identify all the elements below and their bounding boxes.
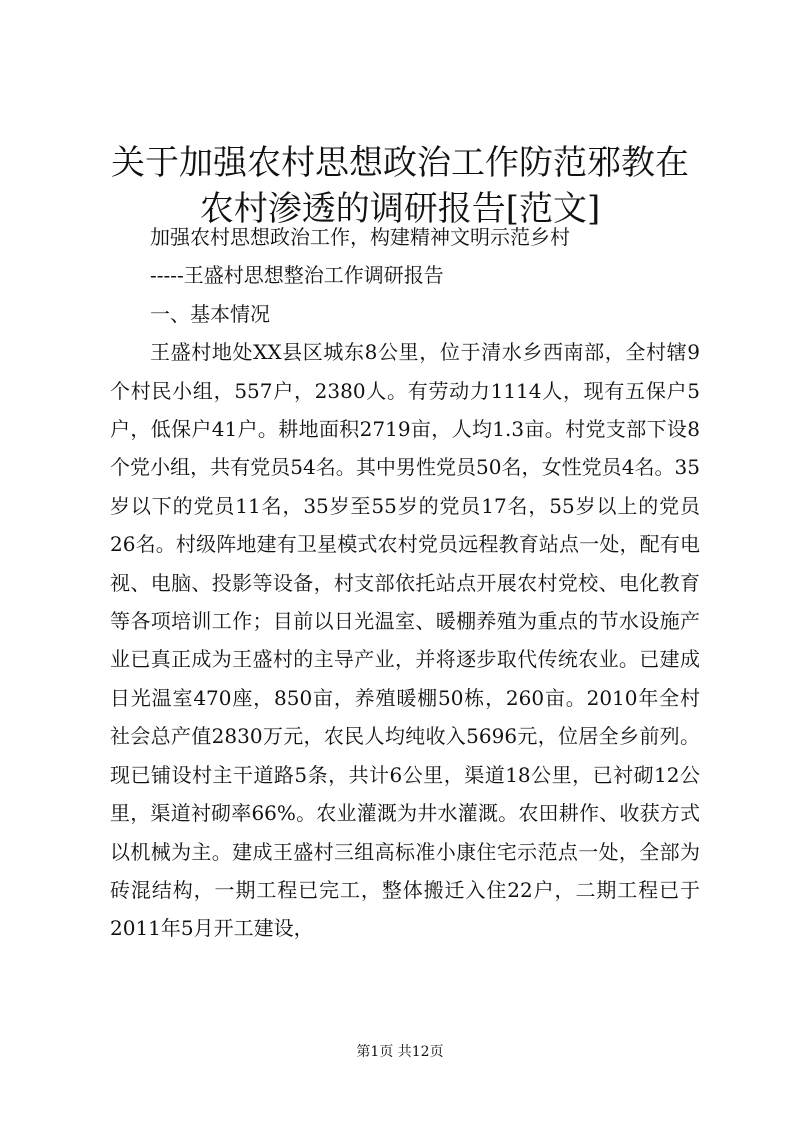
- subtitle-line: 加强农村思想政治工作，构建精神文明示范乡村: [150, 225, 570, 249]
- section-heading: 一、基本情况: [150, 301, 270, 326]
- body-paragraph: 王盛村地处XX县区城东8公里，位于清水乡西南部，全村辖9个村民小组，557户，2380人。有劳动力1114人，现有五保户5户，低保户41户。耕地面积2719亩，人均1.3亩。村党支部下设8个党小组，共有党员54名。其中男性党员50名，女性党员4名。35岁以下的党员11名，35岁至55岁的党员17名，55岁以上的党员26名。村级阵地建有卫星模式农村党员远程教育站点一处，配有电视、电脑、投影等设备，村支部依托站点开展农村党校、电化教育等各项培训工作；目前以日光温室、暖棚养殖为重点的节水设施产业已真正成为王盛村的主导产业，并将逐步取代传统农业。已建成日光温室470座，850亩，养殖暖棚50栋，260亩。2010年全村社会总产值2830万元，农民人均纯收入5696元，位居全乡前列。现已铺设村主干道路5条，共计6公里，渠道18公里，已衬砌12公里，渠道衬砌率66%。农业灌溉为井水灌溉。农田耕作、收获方式以机械为主。建成王盛村三组高标准小康住宅示范点一处，全部为砖混结构，一期工程已完工，整体搬迁入住22户，二期工程已于2011年5月开工建设，: [110, 340, 700, 941]
- document-body: [110, 218, 700, 948]
- page-footer: 第1页 共12页: [356, 1044, 444, 1060]
- document-title: 关于加强农村思想政治工作防范邪教在农村渗透的调研报告[范文]: [111, 143, 689, 229]
- report-name-line: -----王盛村思想整治工作调研报告: [150, 263, 444, 288]
